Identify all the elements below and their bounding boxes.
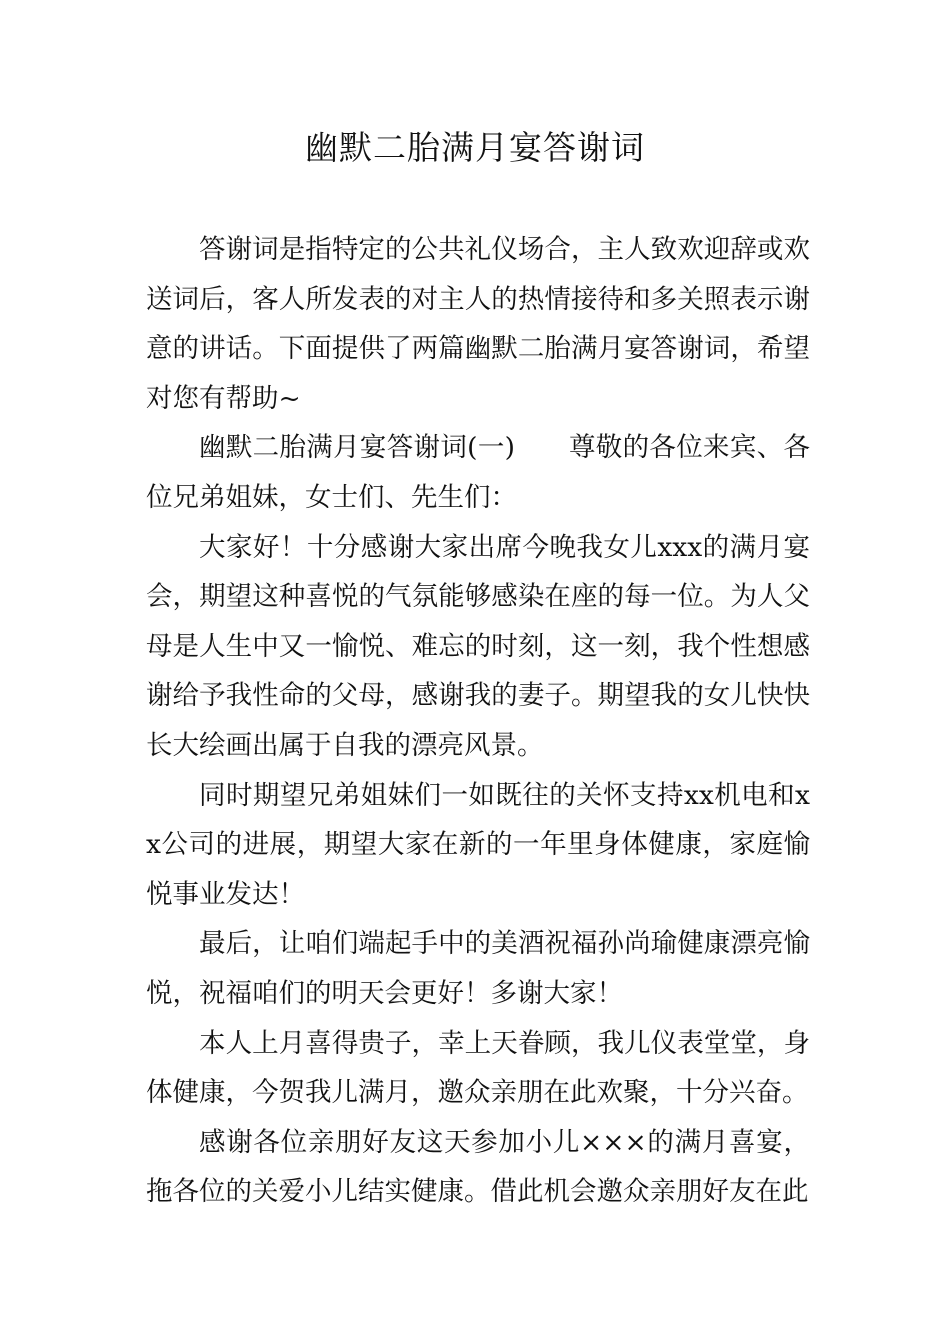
paragraph-thanks: 感谢各位亲朋好友这天参加小儿×××的满月喜宴，拖各位的关爱小儿结实健康。借此机会邀众亲朋好友在此 (146, 1126, 810, 1208)
paragraph-toast: 最后，让咱们端起手中的美酒祝福孙尚瑜健康漂亮愉悦，祝福咱们的明天会更好！多谢大家！ (146, 928, 810, 1009)
document-body (146, 225, 810, 1217)
paragraph-wishes: 同时期望兄弟姐妹们一如既往的关怀支持xx机电和xx公司的进展，期望大家在新的一年里身体健康，家庭愉悦事业发达！ (146, 779, 810, 910)
paragraph-greeting: 大家好！十分感谢大家出席今晚我女儿xxx的满月宴会，期望这种喜悦的气氛能够感染在座的每一位。为人父母是人生中又一愉悦、难忘的时刻，这一刻，我个性想感谢给予我性命的父母，感谢我的妻子。期望我的女儿快快长大绘画出属于自我的漂亮风景。 (146, 531, 810, 761)
paragraph-intro: 答谢词是指特定的公共礼仪场合，主人致欢迎辞或欢送词后，客人所发表的对主人的热情接待和多关照表示谢意的讲话。下面提供了两篇幽默二胎满月宴答谢词，希望对您有帮助~ (146, 234, 810, 414)
paragraph-second-speech-intro: 本人上月喜得贵子，幸上天眷顾，我儿仪表堂堂，身体健康，今贺我儿满月，邀众亲朋在此欢聚，十分兴奋。 (146, 1027, 810, 1109)
document-title: 幽默二胎满月宴答谢词 (305, 128, 645, 167)
paragraph-salutation: 幽默二胎满月宴答谢词(一) 尊敬的各位来宾、各位兄弟姐妹，女士们、先生们： (146, 432, 810, 513)
